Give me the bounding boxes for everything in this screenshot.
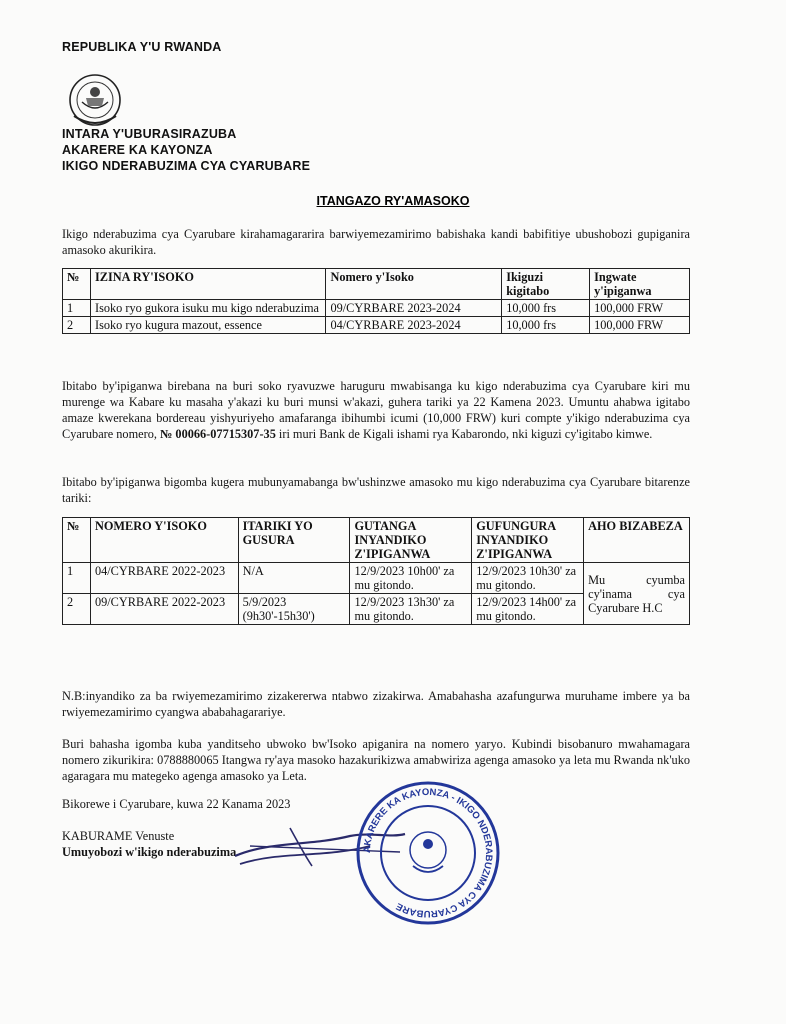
place-and-date: Bikorewe i Cyarubare, kuwa 22 Kanama 2023 xyxy=(62,797,291,811)
table-cell: N/A xyxy=(238,563,350,594)
signatory-role: Umuyobozi w'ikigo nderabuzima xyxy=(62,845,237,859)
table-cell: 1 xyxy=(63,563,91,594)
column-header: Nomero y'Isoko xyxy=(326,269,502,300)
column-header: № xyxy=(63,269,91,300)
column-header: IZINA RY'ISOKO xyxy=(90,269,326,300)
bidding-documents-paragraph xyxy=(62,378,690,442)
table-cell: 04/CYRBARE 2022-2023 xyxy=(90,563,238,594)
column-header: GUFUNGURA INYANDIKO Z'IPIGANWA xyxy=(472,518,584,563)
rwanda-coat-of-arms-icon xyxy=(62,72,128,128)
page-title: ITANGAZO RY'AMASOKO xyxy=(316,194,470,208)
province-heading: INTARA Y'UBURASIRAZUBA xyxy=(62,127,237,141)
tenders-table xyxy=(62,268,690,334)
column-header: GUTANGA INYANDIKO Z'IPIGANWA xyxy=(350,518,472,563)
table-header-row xyxy=(63,518,690,563)
column-header: ITARIKI YO GUSURA xyxy=(238,518,350,563)
table-row xyxy=(63,563,690,594)
official-stamp xyxy=(353,778,503,928)
table-cell: 100,000 FRW xyxy=(590,317,690,334)
table-cell: 09/CYRBARE 2022-2023 xyxy=(90,594,238,625)
contact-paragraph: Buri bahasha igomba kuba yanditseho ubwoko bw'Isoko apiganira na nomero yaryo. Kubindi bisobanuro mwahamagara nomero zikurikira: 0788880065 Itangwa ry'aya masoko hazakurikizwa amabwiriza agenga amasoko ya leta mu Rwanda nk'uko agaragara mu mategeko agenga amasoko ya Leta. xyxy=(62,737,690,783)
republic-heading: REPUBLIKA Y'U RWANDA xyxy=(62,40,222,54)
schedule-table xyxy=(62,517,690,625)
nb-note: N.B:inyandiko za ba rwiyemezamirimo zizakererwa ntabwo zizakirwa. Amabahasha azafungurwa muruhame imbere ya ba rwiyemezamirimo cyangwa ababahagarariye. xyxy=(62,689,690,719)
column-header: № xyxy=(63,518,91,563)
intro-paragraph: Ikigo nderabuzima cya Cyarubare kirahamagararira barwiyemezamirimo babishaka kandi babifitiye ubushobozi gupiganira amasoko akurikira. xyxy=(62,227,690,257)
signatory-name: KABURAME Venuste xyxy=(62,829,175,843)
table-cell: 12/9/2023 14h00' za mu gitondo. xyxy=(472,594,584,625)
table-cell: 1 xyxy=(63,300,91,317)
paragraph-text: iri muri Bank de Kigali ishami rya Kabarondo, nki kiguzi cy'igitabo kimwe. xyxy=(275,427,653,441)
institution-heading: IKIGO NDERABUZIMA CYA CYARUBARE xyxy=(62,159,311,173)
table-cell: 09/CYRBARE 2023-2024 xyxy=(326,300,502,317)
table-cell: 10,000 frs xyxy=(502,317,590,334)
table-cell: Isoko ryo kugura mazout, essence xyxy=(90,317,326,334)
deadline-paragraph: Ibitabo by'ipiganwa bigomba kugera mubunyamabanga bw'ushinzwe amasoko mu kigo nderabuzima cya Cyarubare bitarenze tariki: xyxy=(62,475,690,505)
table-cell: 12/9/2023 10h00' za mu gitondo. xyxy=(350,563,472,594)
table-cell: 2 xyxy=(63,317,91,334)
stamp-ring-text: AKARERE KA KAYONZA - IKIGO NDERABUZIMA CYA CYARUBARE xyxy=(361,786,495,920)
table-cell: 12/9/2023 13h30' za mu gitondo. xyxy=(350,594,472,625)
column-header: Ingwate y'ipiganwa xyxy=(590,269,690,300)
table-cell: 100,000 FRW xyxy=(590,300,690,317)
bank-account-number: № 00066-07715307-35 xyxy=(160,427,276,441)
table-row xyxy=(63,300,690,317)
column-header: NOMERO Y'ISOKO xyxy=(90,518,238,563)
district-heading: AKARERE KA KAYONZA xyxy=(62,143,213,157)
table-cell: 10,000 frs xyxy=(502,300,590,317)
table-cell: 2 xyxy=(63,594,91,625)
column-header: Ikiguzi kigitabo xyxy=(502,269,590,300)
table-cell-location: Mu cyumba cy'inama cya Cyarubare H.C xyxy=(584,563,690,625)
table-header-row xyxy=(63,269,690,300)
column-header: AHO BIZABEZA xyxy=(584,518,690,563)
table-cell: Isoko ryo gukora isuku mu kigo nderabuzima xyxy=(90,300,326,317)
table-cell: 5/9/2023 (9h30'-15h30') xyxy=(238,594,350,625)
table-row xyxy=(63,317,690,334)
paragraph-text: Ibitabo by'ipiganwa birebana na buri soko ryavuzwe haruguru mwabisanga ku kigo nderabuzima cya Cyarubare kiri mu murenge wa Kabare ku masaha y'akazi ku buri munsi w'akazi, guhera tariki ya 22 Kamena 2023. Umuntu ahabwa igitabo amaze kwerekana bordereau yishyuriyeho amafaranga ibihumbi icumi (10,000 FRW) kuri compte y'ikigo nderabuzima cya Cyarubare nomero, xyxy=(62,379,690,441)
table-cell: 12/9/2023 10h30' za mu gitondo. xyxy=(472,563,584,594)
table-cell: 04/CYRBARE 2023-2024 xyxy=(326,317,502,334)
